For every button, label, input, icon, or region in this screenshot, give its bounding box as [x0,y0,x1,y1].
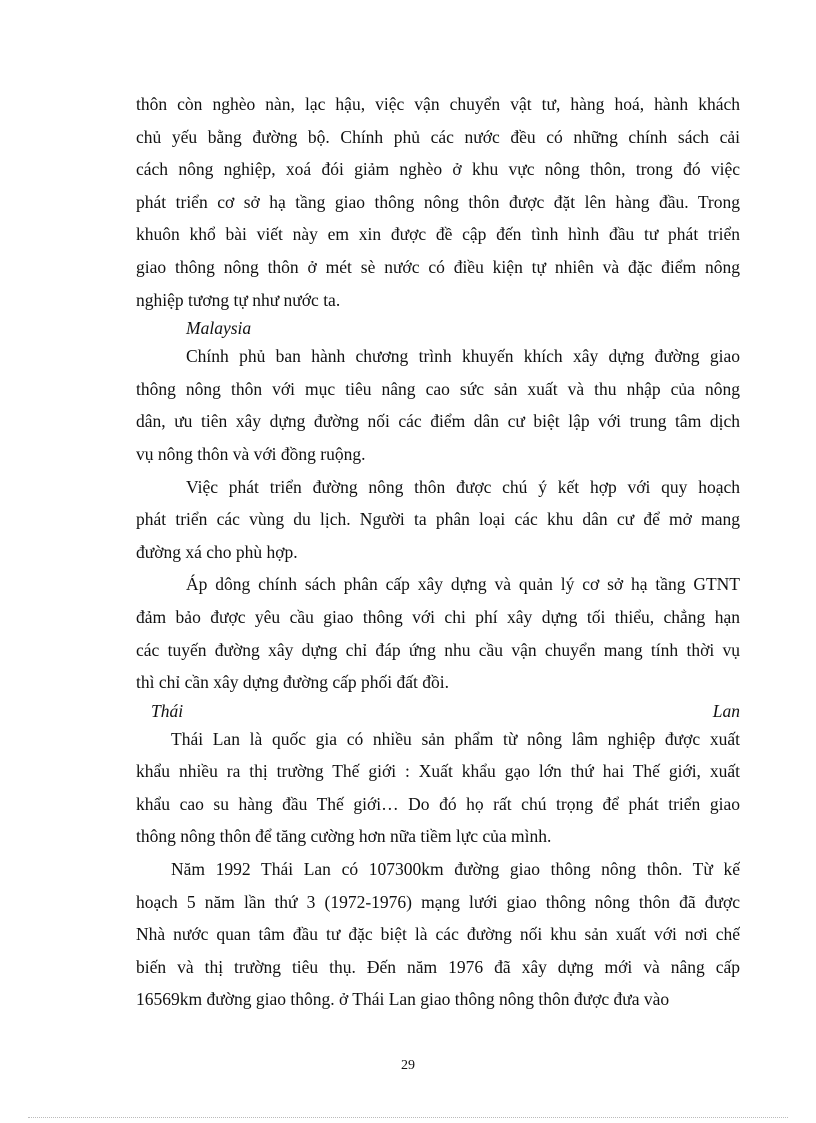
text-line: khẩu nhiều ra thị trường Thế giới : Xuất khẩu gạo lớn thứ hai Thế giới, xuất [136,761,740,782]
text-line: cách nông nghiệp, xoá đói giảm nghèo ở khu vực nông thôn, trong đó việc [136,159,740,180]
text-line: 16569km đường giao thông. ở Thái Lan giao thông nông thôn được đưa vào [136,989,670,1010]
text-line: khuôn khổ bài viết này em xin được đề cập đến tình hình đầu tư phát triển [136,224,740,245]
text-line: phát triển cơ sở hạ tầng giao thông nông thôn được đặt lên hàng đầu. Trong [136,191,740,212]
text-line: Nhà nước quan tâm đầu tư đặc biệt là các đường nối khu sản xuất với nơi chế [136,924,740,945]
page-number: 29 [401,1058,415,1073]
heading-word: Thái [151,700,184,721]
text-line: thông nông thôn với mục tiêu nâng cao sức sản xuất và thu nhập của nông [136,378,740,399]
text-line: các tuyến đường xây dựng chỉ đáp ứng nhu cầu vận chuyển mang tính thời vụ [136,639,740,660]
text-line: thông nông thôn để tăng cường hơn nữa tiềm lực của mình. [136,826,552,847]
text-line: giao thông nông thôn ở mét sè nước có điều kiện tự nhiên và đặc điểm nông [136,256,740,277]
page-bottom-divider [28,1117,788,1118]
section-heading-malaysia: Malaysia [186,318,252,339]
text-line: đường xá cho phù hợp. [136,541,298,562]
text-line: dân, ưu tiên xây dựng đường nối các điểm dân cư biệt lập với trung tâm dịch [136,411,740,432]
text-line: biến và thị trường tiêu thụ. Đến năm 1976 đã xây dựng mới và nâng cấp [136,956,740,977]
text-line: nghiệp tương tự như nước ta. [136,289,341,310]
text-line: Chính phủ ban hành chương trình khuyến khích xây dựng đường giao [186,346,740,367]
text-line: Thái Lan là quốc gia có nhiều sản phẩm từ nông lâm nghiệp được xuất [171,728,740,749]
text-line: phát triển các vùng du lịch. Người ta phân loại các khu dân cư để mở mang [136,509,740,530]
text-line: hoạch 5 năm lần thứ 3 (1972-1976) mạng lưới giao thông nông thôn đã được [136,891,740,912]
text-line: thì chỉ cần xây dựng đường cấp phối đất đồi. [136,672,450,693]
text-line: chủ yếu bằng đường bộ. Chính phủ các nước đều có những chính sách cải [136,126,740,147]
text-line: Áp dông chính sách phân cấp xây dựng và quản lý cơ sở hạ tầng GTNT [186,574,740,595]
section-heading-thailand [136,699,740,723]
text-line: đảm bảo được yêu cầu giao thông với chi phí xây dựng tối thiểu, chẳng hạn [136,606,740,627]
heading-word: Lan [712,700,740,721]
text-line: Năm 1992 Thái Lan có 107300km đường giao thông nông thôn. Từ kế [171,859,740,880]
body-text [136,88,740,1016]
text-line: khẩu cao su hàng đầu Thế giới… Do đó họ rất chú trọng để phát triển giao [136,793,740,814]
text-line: thôn còn nghèo nàn, lạc hậu, việc vận chuyển vật tư, hàng hoá, hành khách [136,94,740,114]
text-line: vụ nông thôn và với đồng ruộng. [136,443,366,464]
text-line: Việc phát triển đường nông thôn được chú ý kết hợp với quy hoạch [186,476,740,497]
